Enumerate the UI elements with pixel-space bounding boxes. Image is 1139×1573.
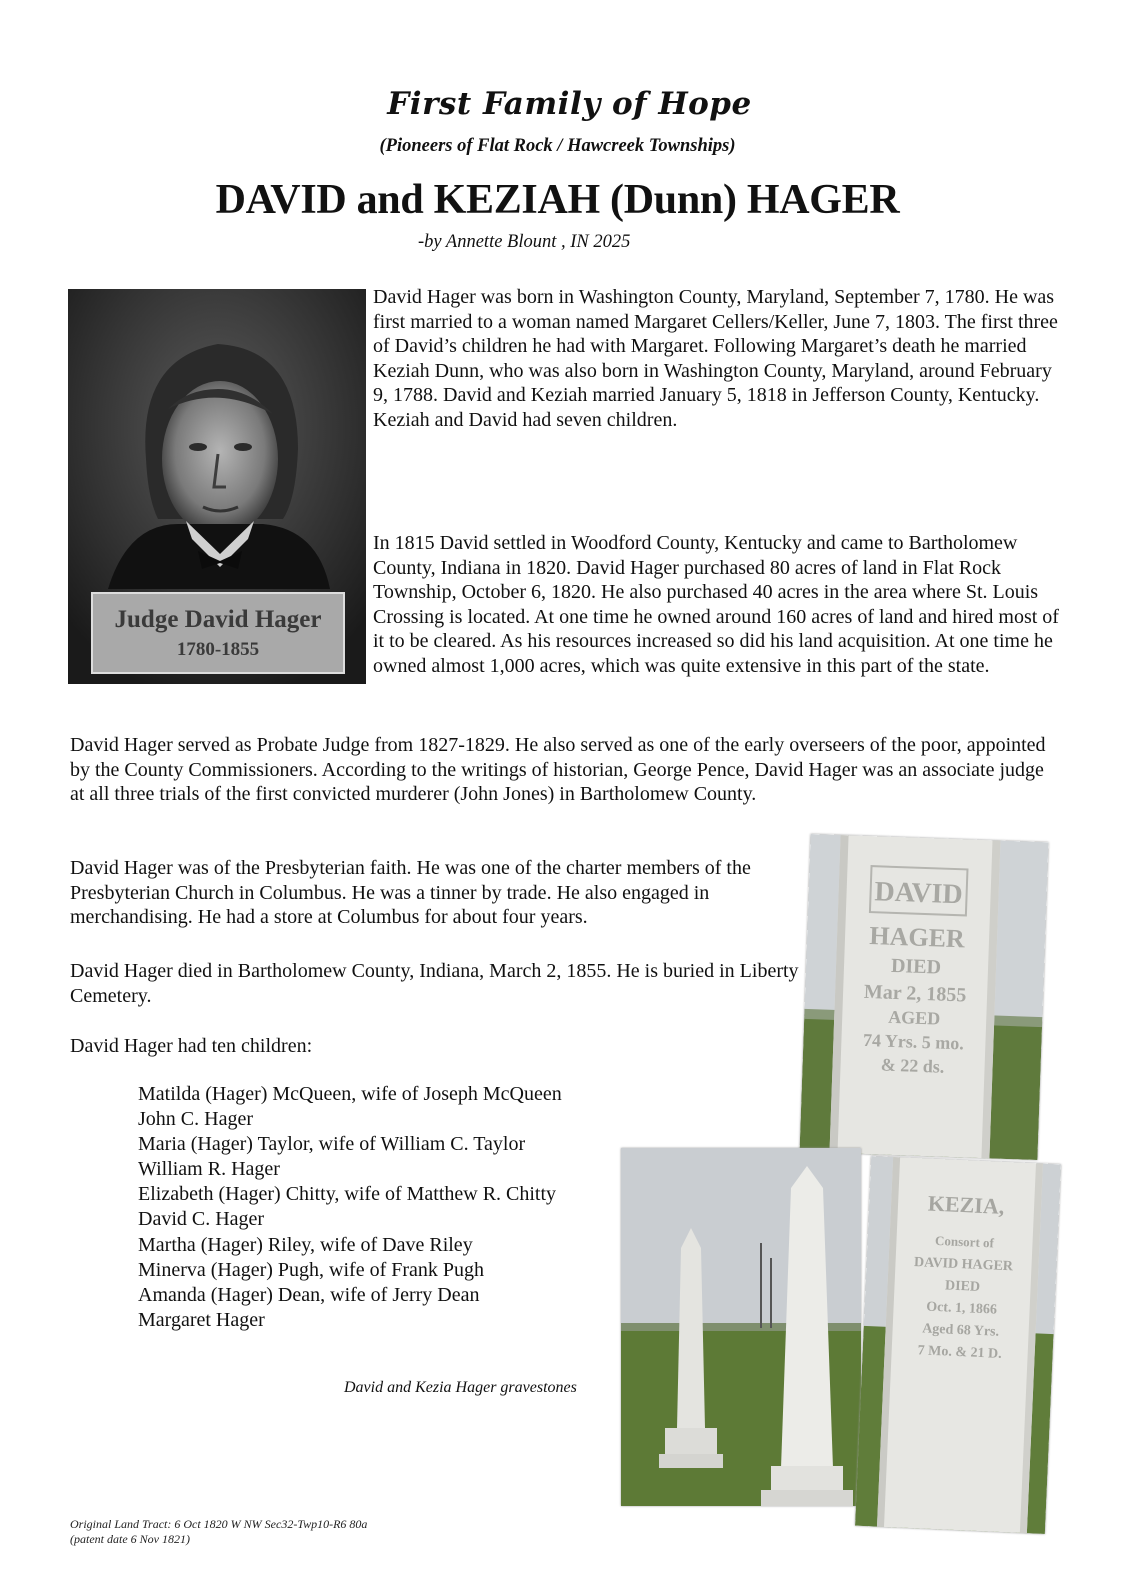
- kezia-inscription-line: Aged 68 Yrs.: [921, 1321, 1000, 1340]
- page-title: DAVID and KEZIAH (Dunn) HAGER: [215, 177, 900, 223]
- photo-caption: David and Kezia Hager gravestones: [344, 1379, 577, 1396]
- david-inscription-line: 74 Yrs. 5 mo.: [862, 1029, 965, 1054]
- list-item: Matilda (Hager) McQueen, wife of Joseph McQueen: [138, 1083, 562, 1105]
- list-item: Minerva (Hager) Pugh, wife of Frank Pugh: [138, 1258, 485, 1281]
- list-item: Martha (Hager) Riley, wife of Dave Riley: [138, 1233, 473, 1256]
- cemetery-obelisks-photo: [621, 1148, 861, 1506]
- kezia-inscription-line: KEZIA,: [927, 1190, 1005, 1219]
- portrait-plaque-years: 1780-1855: [176, 639, 260, 660]
- list-item: Margaret Hager: [138, 1308, 265, 1331]
- list-item: Maria (Hager) Taylor, wife of William C. Taylor: [138, 1133, 526, 1156]
- list-item: Elizabeth (Hager) Chitty, wife of Matthew R. Chitty: [138, 1183, 557, 1206]
- list-item: William R. Hager: [138, 1158, 280, 1181]
- kezia-inscription-line: Oct. 1, 1866: [925, 1299, 998, 1318]
- paragraph-faith: David Hager was of the Presbyterian faith. He was one of the charter members of the Presbyterian Church in Columbus. He was a tinner by trade. He also engaged in merchandising. He had a store at Columbus for about four years.: [70, 857, 751, 928]
- paragraph-land: In 1815 David settled in Woodford County, Kentucky and came to Bartholomew County, Indiana in 1820. David Hager purchased 80 acres of land in Flat Rock Township, October 6, 1820. He also purchased 40 acres in the area where St. Louis Crossing is located. At one time he owned around 160 acres of land and hired most of it to be cleared. As his resources increased so did his land acquisition. At one time he owned almost 1,000 acres, which was quite extensive in this part of the state.: [373, 532, 1059, 677]
- kezia-gravestone-photo: [855, 1156, 1061, 1534]
- david-inscription-line: DAVID: [874, 876, 964, 911]
- kezia-inscription-line: Consort of: [934, 1232, 995, 1251]
- footnote-line: Original Land Tract: 6 Oct 1820 W NW Sec32-Twp10-R6 80a: [70, 1517, 368, 1531]
- list-item: Amanda (Hager) Dean, wife of Jerry Dean: [138, 1283, 480, 1306]
- david-gravestone-photo: [800, 834, 1049, 1160]
- footnote-line: (patent date 6 Nov 1821): [70, 1532, 190, 1546]
- portrait-plaque-name: Judge David Hager: [114, 606, 322, 633]
- byline: -by Annette Blount , IN 2025: [418, 232, 631, 252]
- david-inscription-line: AGED: [887, 1006, 941, 1029]
- kezia-inscription-line: DAVID HAGER: [913, 1255, 1014, 1275]
- land-tract-footnote: [70, 1517, 367, 1547]
- series-title: First Family of Hope: [387, 86, 752, 122]
- david-inscription-line: HAGER: [868, 921, 966, 954]
- david-inscription-line: Mar 2, 1855: [863, 980, 967, 1007]
- kezia-inscription-line: 7 Mo. & 21 D.: [917, 1343, 1002, 1362]
- kezia-inscription-line: DIED: [944, 1278, 981, 1295]
- david-inscription-line: DIED: [890, 954, 942, 979]
- paragraph-judge: David Hager served as Probate Judge from 1827-1829. He also served as one of the early overseers of the poor, appointed by the County Commissioners. According to the writings of historian, George Pence, David Hager was an associate judge at all three trials of the first convicted murderer (John Jones) in Bartholomew County.: [70, 734, 1046, 805]
- paragraph-birth-marriage: David Hager was born in Washington County, Maryland, September 7, 1780. He was first married to a woman named Margaret Cellers/Keller, June 7, 1803. The first three of David’s children he had with Margaret. Following Margaret’s death he married Keziah Dunn, who was also born in Washington County, Maryland, around February 9, 1788. David and Keziah married January 5, 1818 in Jefferson County, Kentucky. Keziah and David had seven children.: [373, 286, 1058, 431]
- list-item: David C. Hager: [138, 1208, 265, 1231]
- subtitle: (Pioneers of Flat Rock / Hawcreek Townships): [379, 136, 736, 156]
- list-item: John C. Hager: [138, 1108, 253, 1131]
- portrait-photo: [68, 289, 366, 684]
- children-list: [138, 1082, 562, 1333]
- paragraph-children-intro: David Hager had ten children:: [70, 1035, 313, 1057]
- david-inscription-line: & 22 ds.: [880, 1054, 945, 1077]
- paragraph-death: David Hager died in Bartholomew County, Indiana, March 2, 1855. He is buried in Liberty Cemetery.: [70, 960, 799, 1007]
